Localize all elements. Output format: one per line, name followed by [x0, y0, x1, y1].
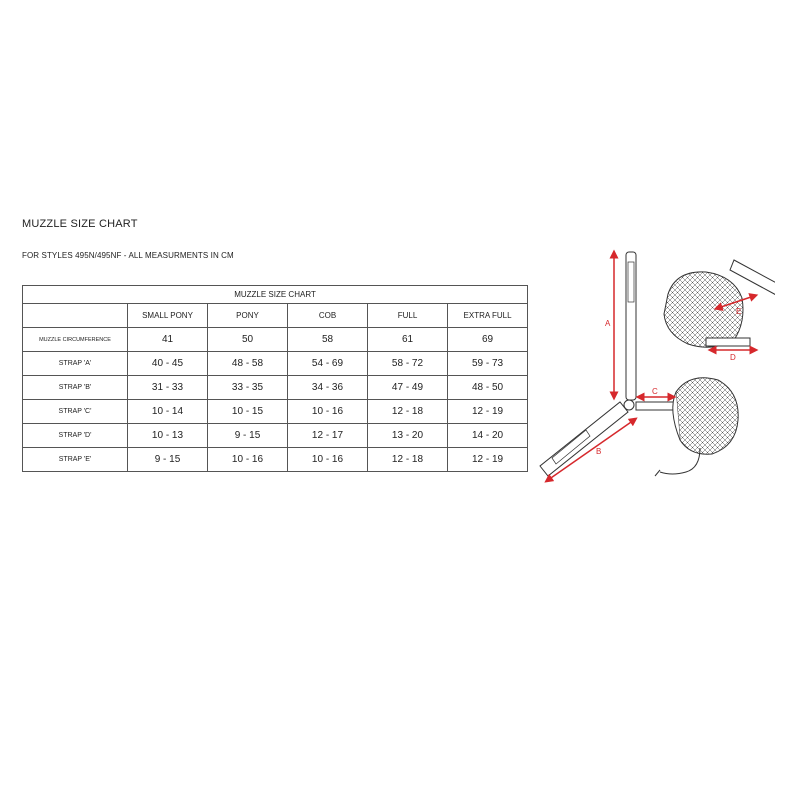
- table-row-strap-a: [23, 352, 528, 376]
- table-row-muzzle-circumference: [23, 328, 528, 352]
- column-header-cob: COB: [288, 304, 368, 328]
- column-header-small-pony: SMALL PONY: [128, 304, 208, 328]
- table-cell: 48 - 50: [448, 376, 528, 400]
- table-cell: 54 - 69: [288, 352, 368, 376]
- muzzle-strap-diagram: [535, 240, 775, 500]
- table-row-strap-b: [23, 376, 528, 400]
- strap-c-band: [636, 402, 676, 410]
- dimension-label-c: C: [652, 387, 658, 396]
- document-subtitle: FOR STYLES 495N/495NF - ALL MEASURMENTS IN CM: [22, 251, 234, 260]
- table-row-strap-e: [23, 448, 528, 472]
- table-cell: 12 - 17: [288, 424, 368, 448]
- table-cell: 12 - 18: [368, 448, 448, 472]
- table-cell: 50: [208, 328, 288, 352]
- table-cell: 12 - 19: [448, 448, 528, 472]
- row-label: STRAP 'C': [23, 400, 128, 424]
- document-title: MUZZLE SIZE CHART: [22, 218, 138, 230]
- table-cell: 12 - 19: [448, 400, 528, 424]
- table-cell: 58: [288, 328, 368, 352]
- table-cell: 47 - 49: [368, 376, 448, 400]
- table-cell: 69: [448, 328, 528, 352]
- table-cell: 41: [128, 328, 208, 352]
- table-cell: 9 - 15: [128, 448, 208, 472]
- dimension-label-d: D: [730, 353, 736, 362]
- table-cell: 33 - 35: [208, 376, 288, 400]
- strap-b-band: [540, 402, 628, 476]
- row-label: STRAP 'A': [23, 352, 128, 376]
- table-row-strap-d: [23, 424, 528, 448]
- row-label: STRAP 'B': [23, 376, 128, 400]
- row-label: MUZZLE CIRCUMFERENCE: [23, 328, 128, 352]
- table-cell: 12 - 18: [368, 400, 448, 424]
- muzzle-body-main: [655, 378, 738, 476]
- table-cell: 10 - 16: [288, 448, 368, 472]
- table-cell: 10 - 13: [128, 424, 208, 448]
- table-cell: 10 - 16: [208, 448, 288, 472]
- header-corner: [23, 304, 128, 328]
- muzzle-body-upper: [664, 260, 775, 347]
- table-caption: MUZZLE SIZE CHART: [23, 286, 528, 304]
- muzzle-size-table: [22, 285, 528, 472]
- buckle-ring: [624, 400, 634, 410]
- table-cell: 40 - 45: [128, 352, 208, 376]
- dimension-label-b: B: [596, 447, 602, 456]
- table-cell: 59 - 73: [448, 352, 528, 376]
- table-cell: 31 - 33: [128, 376, 208, 400]
- row-label: STRAP 'D': [23, 424, 128, 448]
- table-cell: 14 - 20: [448, 424, 528, 448]
- table-cell: 58 - 72: [368, 352, 448, 376]
- strap-a-band: [626, 252, 636, 400]
- dimension-label-a: A: [605, 319, 611, 328]
- table-cell: 13 - 20: [368, 424, 448, 448]
- dimension-label-e: E: [736, 307, 742, 316]
- table-cell: 10 - 14: [128, 400, 208, 424]
- table-cell: 9 - 15: [208, 424, 288, 448]
- table-cell: 34 - 36: [288, 376, 368, 400]
- table-row-strap-c: [23, 400, 528, 424]
- column-header-extra-full: EXTRA FULL: [448, 304, 528, 328]
- table-cell: 10 - 15: [208, 400, 288, 424]
- column-header-pony: PONY: [208, 304, 288, 328]
- row-label: STRAP 'E': [23, 448, 128, 472]
- table-cell: 61: [368, 328, 448, 352]
- column-header-full: FULL: [368, 304, 448, 328]
- table-cell: 10 - 16: [288, 400, 368, 424]
- table-cell: 48 - 58: [208, 352, 288, 376]
